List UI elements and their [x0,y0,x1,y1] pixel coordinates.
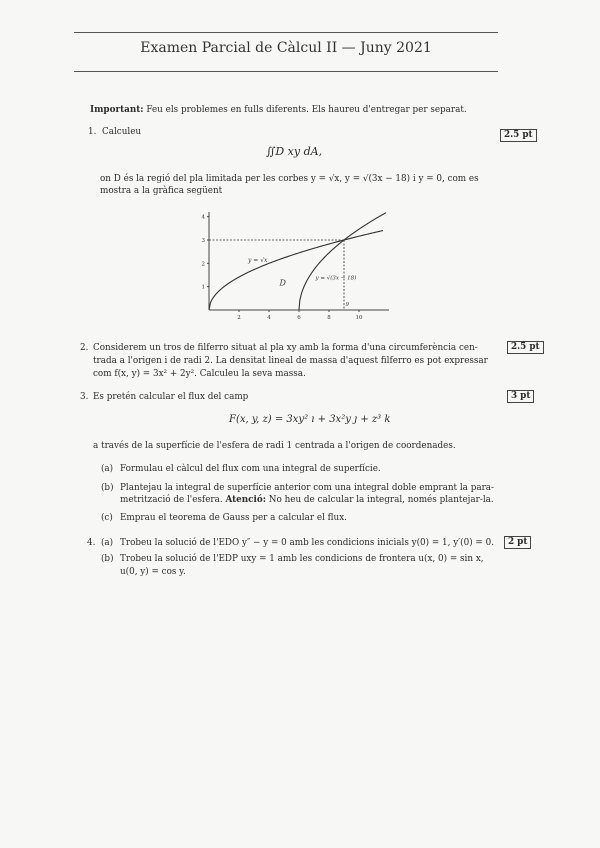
problem-3-field: F(x, y, z) = 3xy² ı + 3x²y ȷ + z³ k [229,414,391,425]
problem-1-number: 1. [88,127,97,137]
problem-1-points: 2.5 pt [500,129,537,142]
problem-3b-line1: Plantejau la integral de superfície anterior com una integral doble emprant la para- [120,483,495,493]
exam-title: Examen Parcial de Càlcul II — Juny 2021 [140,40,432,56]
problem-3b-pre: metrització de l'esfera. [120,495,223,505]
problem-3a-label: (a) [101,464,114,474]
x-tick-label: 10 [355,315,363,321]
problem-4-points: 2 pt [504,536,531,549]
problem-3b-post: No heu de calcular la integral, només plantejar-la. [268,495,494,505]
top-rule [74,32,498,33]
curve-sqrt-x [209,231,383,310]
problem-4a-text: Trobeu la solució de l'EDO y″ − y = 0 amb les condicions inicials y(0) = 1, y′(0) = 0. [120,538,494,548]
x-tick-label: 8 [327,315,331,321]
problem-1-integral: ∬D xy dA, [266,145,323,158]
problem-3c-text: Emprau el teorema de Gauss per a calcular el flux. [120,513,347,523]
problem-4b-line2: u(0, y) = cos y. [120,567,186,577]
important-text: Feu els problemes en fulls diferents. Els haureu d'entregar per separat. [146,105,467,115]
problem-3-intro: Es pretén calcular el flux del camp [93,392,249,402]
region-graph [195,206,395,324]
y-tick-label: 1 [201,284,205,291]
marker-label: 9 [345,302,349,308]
problem-4b-label: (b) [101,554,114,564]
problem-3-number: 3. [80,392,89,402]
problem-3c-label: (c) [101,513,113,523]
problem-3-through: a través de la superfície de l'esfera de radi 1 centrada a l'origen de coordenades. [93,441,456,451]
important-note [90,104,510,117]
x-tick-label: 4 [267,315,271,321]
y-tick-label: 2 [201,261,205,268]
problem-3b-label: (b) [101,483,114,493]
problem-1-line2: mostra a la gràfica següent [100,186,223,196]
x-tick-label: 6 [297,315,301,321]
problem-1-intro: Calculeu [102,127,142,137]
curve-sqrt-3x-18 [299,213,386,310]
problem-3-points: 3 pt [507,390,534,403]
title-rule [74,71,498,72]
problem-2-line1: Considerem un tros de filferro situat al pla xy amb la forma d'una circumferència cen- [93,343,478,353]
problem-3b-line2 [120,494,510,507]
problem-3a-text: Formulau el càlcul del flux com una integral de superfície. [120,464,381,474]
y-tick-label: 3 [201,238,205,244]
problem-2-line2: trada a l'origen i de radi 2. La densitat lineal de massa d'aquest filferro es pot expressar [93,356,488,366]
problem-2-line3: com f(x, y) = 3x² + 2y². Calculeu la seva massa. [93,369,306,379]
x-tick-label: 2 [237,315,241,321]
important-label: Important: [90,105,144,115]
label-sqrt-x: y = √x [248,257,268,265]
problem-4b-line1: Trobeu la solució de l'EDP uxy = 1 amb les condicions de frontera u(x, 0) = sin x, [120,554,484,564]
y-tick-label: 4 [201,214,205,221]
label-sqrt-3x-18: y = √(3x − 18) [315,275,357,282]
problem-3b-attention: Atenció: [225,495,266,505]
problem-1-line1: on D és la regió del pla limitada per les corbes y = √x, y = √(3x − 18) i y = 0, com es [100,174,479,184]
problem-2-number: 2. [80,343,89,353]
problem-4-number: 4. [87,538,96,548]
region-label: D [279,278,286,288]
problem-4a-label: (a) [101,538,114,548]
problem-2-points: 2.5 pt [507,341,544,354]
